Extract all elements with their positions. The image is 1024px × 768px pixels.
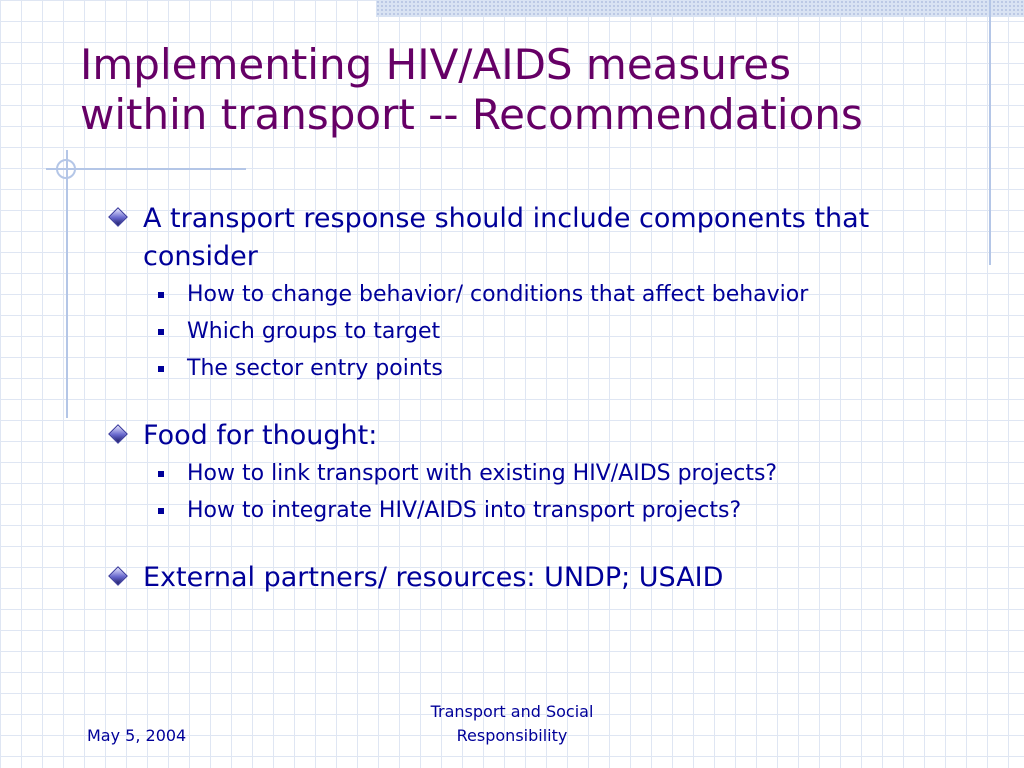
square-bullet-icon bbox=[158, 292, 164, 298]
spacer bbox=[105, 387, 975, 417]
sub-bullet-text: Which groups to target bbox=[187, 319, 441, 344]
spacer bbox=[105, 529, 975, 559]
footer-title bbox=[400, 700, 624, 748]
sub-bullet bbox=[105, 313, 975, 350]
bullet-food-for-thought bbox=[105, 417, 975, 455]
title-line-2: within transport -- Recommendations bbox=[80, 90, 863, 139]
sub-bullet-text: How to link transport with existing HIV/AIDS projects? bbox=[187, 461, 778, 486]
sub-bullet-text: How to integrate HIV/AIDS into transport projects? bbox=[187, 498, 742, 523]
slide-title bbox=[80, 40, 980, 140]
square-bullet-icon bbox=[158, 471, 164, 477]
diamond-bullet-icon bbox=[108, 424, 128, 444]
sub-bullet bbox=[105, 492, 975, 529]
bullet-text-line-1: A transport response should include components that bbox=[143, 203, 870, 234]
bullet-text-line-2: consider bbox=[143, 241, 258, 272]
footer-title-line-1: Transport and Social bbox=[430, 702, 594, 721]
bullet-text: External partners/ resources: UNDP; USAID bbox=[143, 562, 724, 593]
footer-date: May 5, 2004 bbox=[87, 726, 187, 745]
sub-bullet bbox=[105, 350, 975, 387]
sub-bullet-text: How to change behavior/ conditions that affect behavior bbox=[187, 282, 809, 307]
sub-bullet bbox=[105, 276, 975, 313]
sub-bullet-text: The sector entry points bbox=[187, 356, 443, 381]
sub-bullet bbox=[105, 455, 975, 492]
bullet-text: Food for thought: bbox=[143, 420, 378, 451]
title-line-1: Implementing HIV/AIDS measures bbox=[80, 40, 791, 89]
crosshair-circle-icon bbox=[56, 159, 76, 179]
bullet-external-partners bbox=[105, 559, 975, 597]
decorative-horizontal-line bbox=[46, 168, 246, 170]
square-bullet-icon bbox=[158, 329, 164, 335]
diamond-bullet-icon bbox=[108, 566, 128, 586]
decorative-vertical-line-right bbox=[989, 0, 991, 265]
diamond-bullet-icon bbox=[108, 207, 128, 227]
slide-body bbox=[105, 200, 975, 597]
square-bullet-icon bbox=[158, 508, 164, 514]
square-bullet-icon bbox=[158, 366, 164, 372]
footer-title-line-2: Responsibility bbox=[456, 726, 568, 745]
header-pattern-band bbox=[376, 0, 1024, 17]
bullet-transport-response bbox=[105, 200, 975, 276]
decorative-vertical-line-left bbox=[66, 150, 68, 418]
